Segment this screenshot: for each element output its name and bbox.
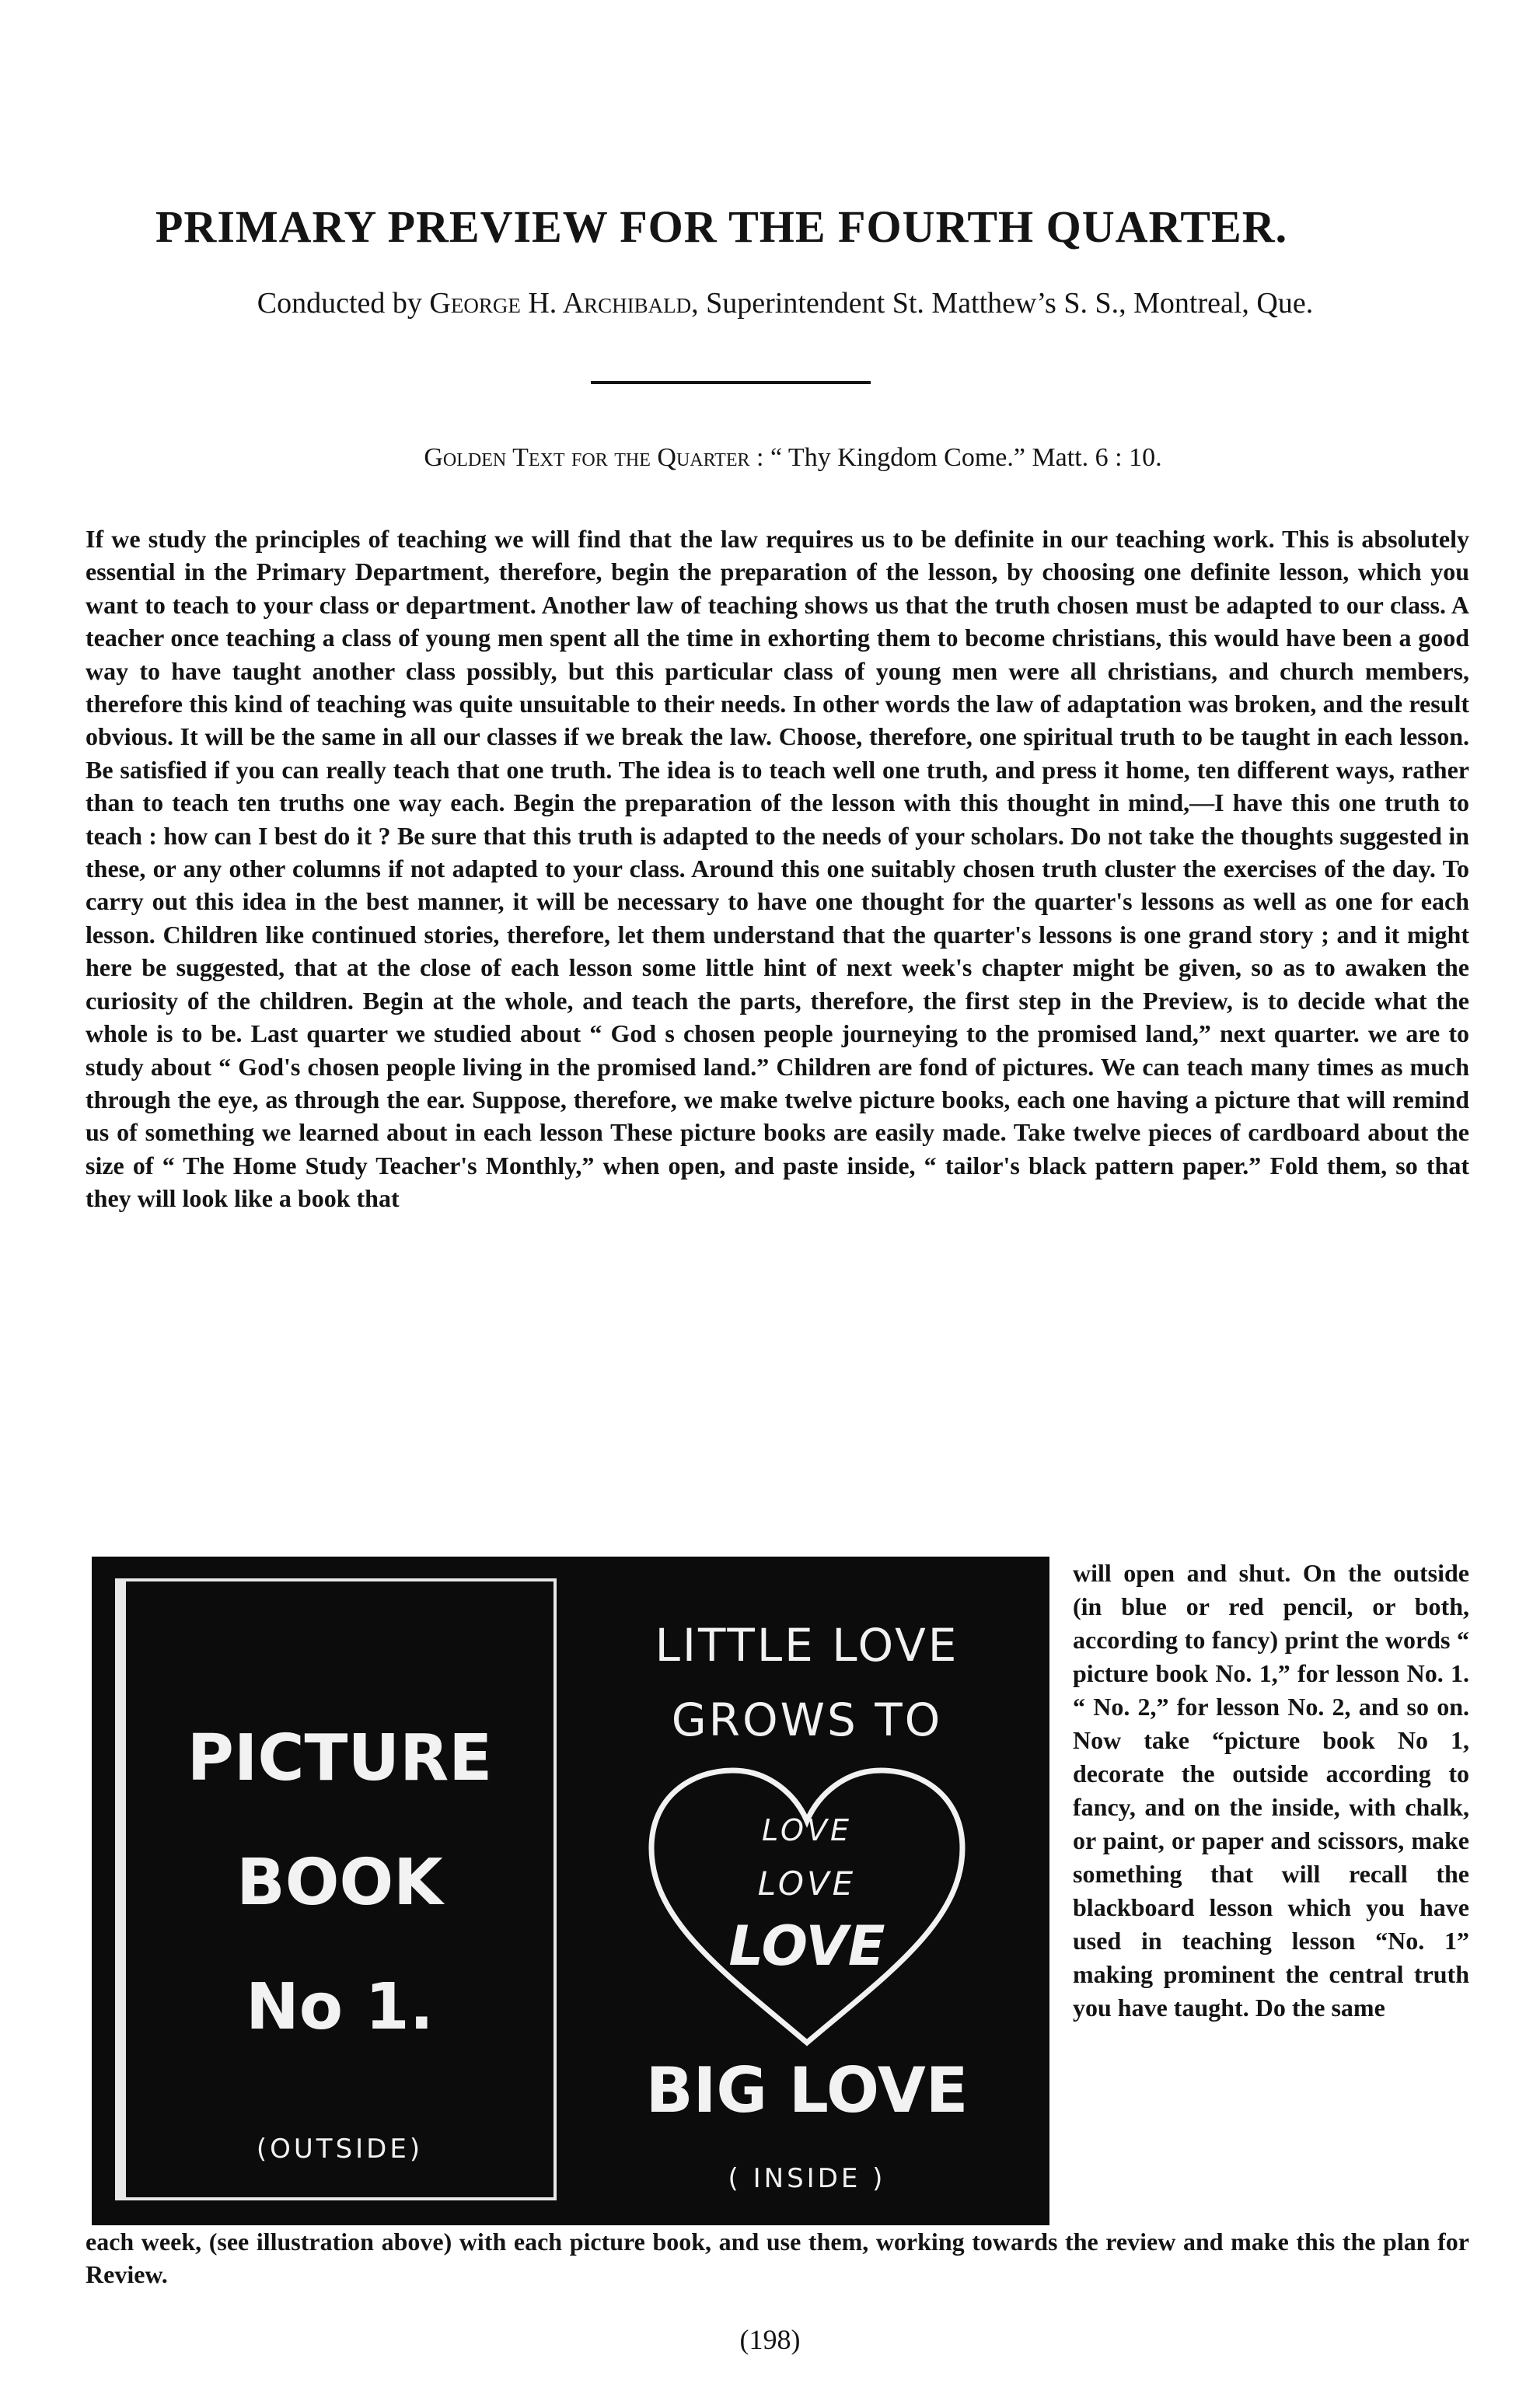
- cover-caption: (OUTSIDE): [256, 2134, 424, 2165]
- heart-word-1: LOVE: [762, 1813, 852, 1847]
- byline-name: George H. Archibald: [429, 287, 692, 320]
- golden-text: [93, 443, 1493, 473]
- byline-prefix: Conducted by: [257, 287, 430, 320]
- page-number: (198): [739, 2324, 801, 2355]
- body-paragraph: If we study the principles of teaching we will find that the law requires us to be definite in our teaching work. This is absolutely essential in the Primary Department, therefore, begin the preparation of the lesson, by choosing one definite lesson, which you want to teach to your class or department. Another law of teaching shows us that the truth chosen must be adapted to our class. A teacher once teaching a class of young men spent all the time in exhorting them to become christians, this would have been a good way to have taught another class possibly, but this particular class of young men were all christians, and church members, therefore this kind of teaching was quite unsuitable to their needs. In other words the law of adaptation was broken, and the result obvious. It will be the same in all our classes if we break the law. Choose, therefore, one spiritual truth to be taught in each lesson. Be satisfied if you can really teach that one truth. The idea is to teach well one truth, and press it home, ten different ways, rather than to teach ten truths one way each. Begin the preparation of the lesson with this thought in mind,—I have this one truth to teach : how can I best do it ? Be sure that this truth is adapted to the needs of your scholars. Do not take the thoughts suggested in these, or any other columns if not adapted to your class. Around this one suitably chosen truth cluster the exercises of the day. To carry out this idea in the best manner, it will be necessary to have one thought for the quarter's lessons as well as one for each lesson. Children like continued stories, therefore, let them understand that the quarter's lessons is one grand story ; and it might here be suggested, that at the close of each lesson some little hint of next week's chapter might be given, so as to awaken the curiosity of the children. Begin at the whole, and teach the parts, therefore, the first step in the Preview, is to decide what the whole is to be. Last quarter we studied about “ God s chosen people journeying to the promised land,” next quarter. we are to study about “ God's chosen people living in the promised land.” Children are fond of pictures. We can teach many times as much through the eye, as through the ear. Suppose, therefore, we make twelve picture books, each one having a picture that will remind us of something we learned about in each lesson These picture books are easily made. Take twelve pieces of cardboard about the size of “ The Home Study Teacher's Monthly,” when open, and paste inside, “ tailor's black pattern paper.” Fold them, so that they will look like a book that: [86, 525, 1469, 1213]
- cover-line-picture: PICTURE: [187, 1721, 493, 1795]
- inside-line-little-love: LITTLE LOVE: [655, 1619, 959, 1672]
- golden-text-verse: “ Thy Kingdom Come.” Matt. 6 : 10.: [763, 443, 1162, 472]
- page-title: PRIMARY PREVIEW FOR THE FOURTH QUARTER.: [155, 201, 1288, 252]
- title-rule: [591, 381, 871, 384]
- heart-icon: [636, 1759, 978, 2054]
- inside-line-grows-to: GROWS TO: [671, 1693, 943, 1746]
- side-column-text: will open and shut. On the outside (in blue or red pencil, or both, according to fancy) print the words “ picture book No. 1,” for lesson No. 1. “ No. 2,” for lesson No. 2, and so on. Now take “picture book No 1, decorate the outside according to fancy, and on the inside, with chalk, or paint, or paper and scissors, make something that will recall the blackboard lesson which you have used in teaching lesson “No. 1” making prominent the central truth you have taught. Do the same: [1073, 1559, 1469, 2022]
- heart-word-2: LOVE: [757, 1865, 857, 1903]
- cover-line-number: No 1.: [246, 1970, 434, 2044]
- closing-paragraph: each week, (see illustration above) with each picture book, and use them, working towards the review and make this the plan for Review.: [86, 2228, 1469, 2288]
- picture-book-illustration: [92, 1557, 1049, 2225]
- cover-line-book: BOOK: [236, 1846, 443, 1920]
- byline: [86, 286, 1485, 320]
- inside-line-big-love: BIG LOVE: [645, 2054, 969, 2127]
- book-cover: [115, 1578, 557, 2200]
- heart-word-3: LOVE: [728, 1914, 885, 1978]
- byline-suffix: , Superintendent St. Matthew’s S. S., Montreal, Que.: [691, 287, 1314, 320]
- inside-caption: ( INSIDE ): [728, 2163, 886, 2194]
- golden-text-label: Golden Text for the Quarter :: [424, 443, 764, 472]
